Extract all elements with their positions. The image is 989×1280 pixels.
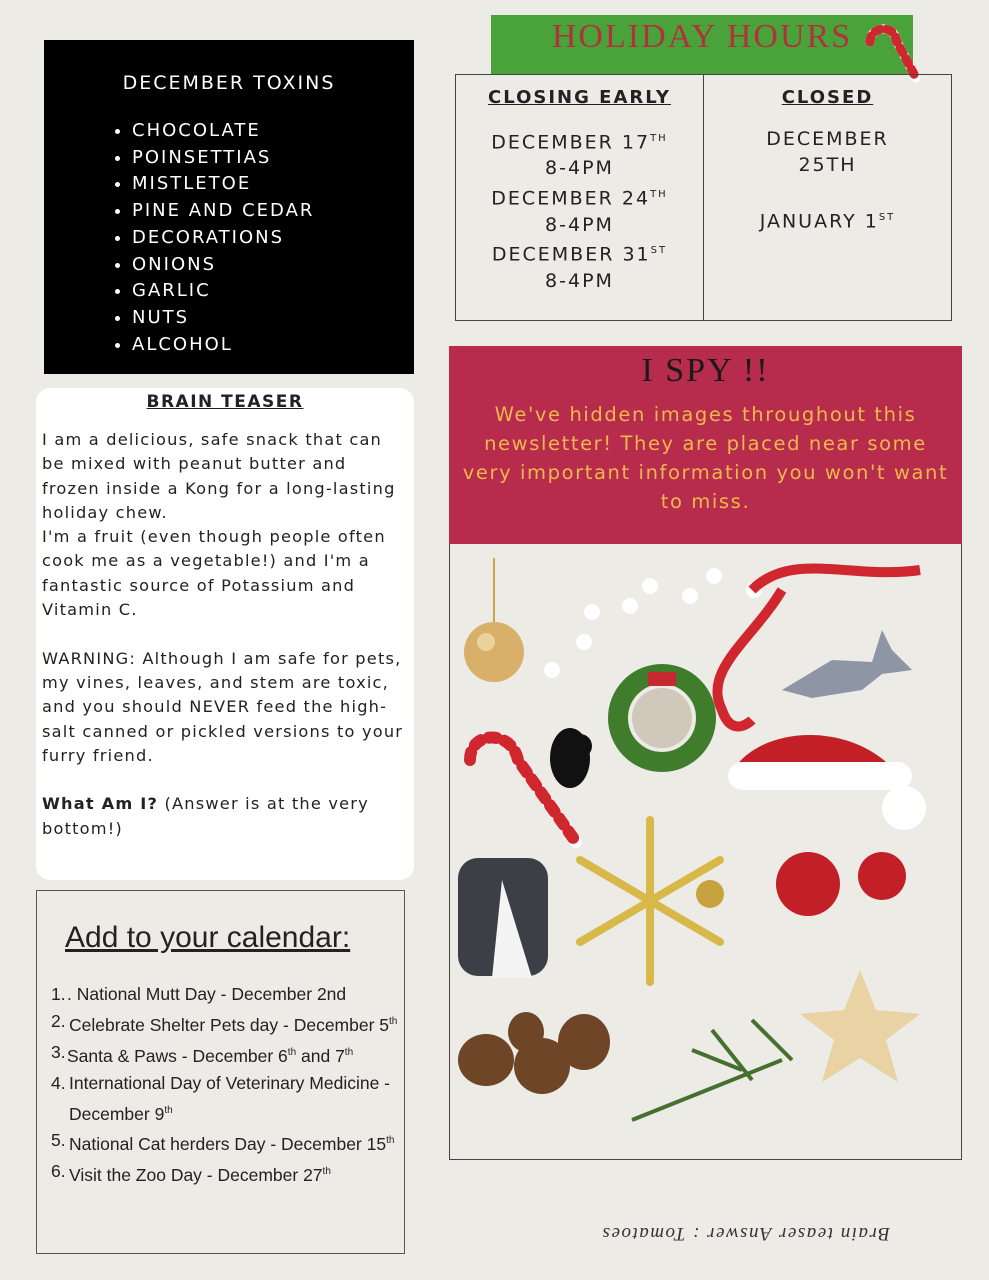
early-date: DECEMBER 31ST — [491, 243, 668, 266]
santa-hat-icon — [728, 735, 926, 830]
closed-date: DECEMBER — [766, 127, 889, 150]
closed-date: JANUARY 1ST — [759, 209, 896, 232]
item-number: 4. — [51, 1072, 66, 1093]
list-item: • ALCOHOL — [132, 332, 314, 359]
holiday-images — [452, 550, 960, 1155]
early-time: 8-4PM — [545, 157, 614, 180]
early-date: DECEMBER 17TH — [491, 130, 668, 153]
list-item — [51, 1008, 403, 1039]
brain-teaser-panel — [36, 388, 414, 880]
item-suffix: th — [322, 1166, 331, 1178]
calendar-list — [51, 981, 403, 1189]
closed-column — [703, 75, 951, 320]
item-text: Celebrate Shelter Pets day - December 5 — [69, 1014, 390, 1035]
item-text: Santa & Paws - December 6 — [67, 1045, 288, 1066]
closing-early-heading: CLOSING EARLY — [488, 87, 671, 108]
list-item: • PINE AND CEDAR — [132, 198, 314, 225]
item-text-after: and 7 — [296, 1045, 345, 1066]
list-item: • NUTS — [132, 305, 314, 332]
list-item: • MISTLETOE — [132, 171, 314, 198]
list-item — [51, 981, 403, 1008]
item-text: . National Mutt Day - December 2nd — [67, 984, 347, 1004]
closed-heading: CLOSED — [781, 87, 874, 108]
pine-branch-icon — [632, 1020, 792, 1120]
item-suffix: th — [164, 1104, 173, 1116]
list-item: • ONIONS — [132, 252, 314, 279]
closed-date: 25TH — [798, 154, 857, 176]
item-number: 3. — [51, 1041, 66, 1062]
holiday-hours-title: HOLIDAY HOURS — [551, 18, 853, 55]
wreath-icon — [618, 672, 706, 762]
item-number: 1. — [51, 984, 66, 1004]
ispy-title: I SPY !! — [641, 352, 770, 389]
item-suffix: th — [389, 1016, 398, 1027]
item-suffix: th — [386, 1135, 395, 1147]
teaser-paragraph-1: I am a delicious, safe snack that can be mixed with peanut butter and frozen inside a Kong for a long-lasting holiday chew. — [42, 430, 402, 522]
teaser-warning: WARNING: Although I am safe for pets, my vines, leaves, and stem are toxic, and you should NEVER feed the high-salt canned or pickled versions to your furry friend. — [42, 648, 410, 765]
toxins-panel — [44, 40, 414, 374]
list-item — [51, 1039, 403, 1070]
list-item: • GARLIC — [132, 278, 314, 305]
cat-icon — [550, 728, 592, 788]
dog-icon — [458, 858, 548, 978]
teaser-question: What Am I? — [42, 794, 159, 814]
calendar-title: Add to your calendar: — [65, 921, 351, 954]
closing-early-column — [456, 75, 703, 320]
holiday-hours-table — [455, 74, 952, 321]
early-date: DECEMBER 24TH — [491, 187, 668, 210]
item-number: 6. — [51, 1161, 66, 1182]
list-item — [51, 1127, 403, 1158]
early-time: 8-4PM — [545, 213, 614, 236]
item-text: National Cat herders Day - December 15 — [69, 1134, 387, 1155]
list-item — [51, 1070, 403, 1128]
toxins-title: DECEMBER TOXINS — [122, 72, 336, 94]
item-number: 2. — [51, 1011, 66, 1031]
list-item — [51, 1158, 403, 1189]
brain-teaser-title: BRAIN TEASER — [146, 392, 304, 412]
calendar-panel — [36, 890, 405, 1254]
ispy-text: We've hidden images throughout this newsletter! They are placed near some very important information you won't want to miss. — [462, 403, 949, 513]
item-suffix: th — [287, 1046, 297, 1058]
reindeer-icon — [782, 630, 912, 698]
toxins-list — [114, 118, 314, 358]
star-icon — [800, 970, 920, 1082]
item-number: 5. — [51, 1130, 66, 1151]
gold-ornament-icon — [464, 558, 524, 682]
teaser-question-hint: (Answer is at the very bottom!) — [42, 794, 376, 838]
early-time: 8-4PM — [545, 269, 614, 292]
item-text: International Day of Veterinary Medicine - December 9 — [69, 1072, 390, 1124]
teaser-paragraph-2: I'm a fruit (even though people often cook me as a vegetable!) and I'm a fantastic source of Potassium and Vitamin C. — [42, 527, 393, 620]
list-item: • DECORATIONS — [132, 225, 314, 252]
gold-bauble-icon — [696, 880, 724, 908]
pine-cones-icon — [458, 1012, 610, 1094]
brain-teaser-answer: Brain teaser Answer : Tomatoes — [601, 1223, 890, 1244]
list-item: • CHOCOLATE — [132, 118, 314, 145]
item-text: Visit the Zoo Day - December 27 — [69, 1165, 323, 1186]
list-item: • POINSETTIAS — [132, 145, 314, 172]
item-suffix: th — [344, 1046, 354, 1058]
red-ornaments-icon — [776, 852, 906, 916]
brain-teaser-body — [42, 428, 410, 841]
